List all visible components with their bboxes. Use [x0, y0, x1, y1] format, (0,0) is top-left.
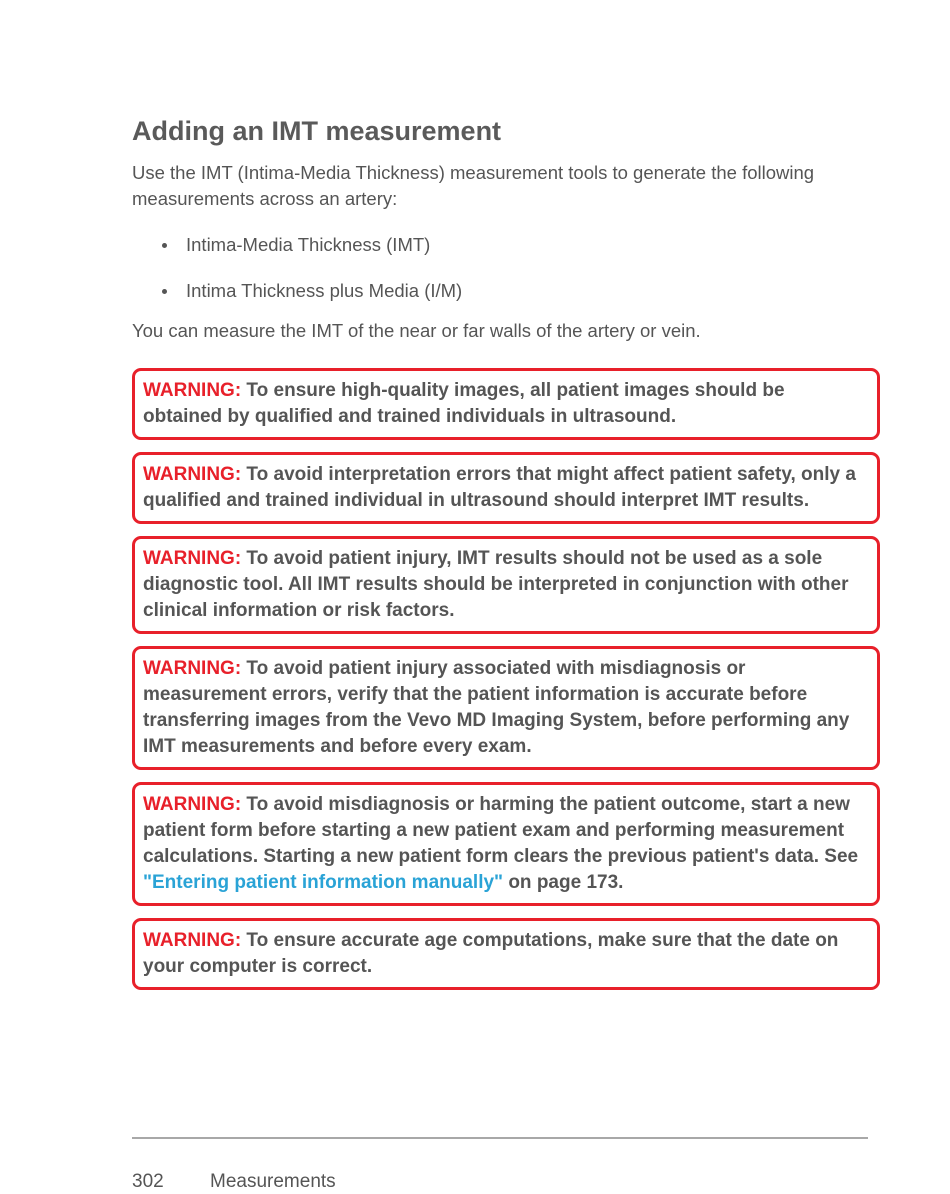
warning-text: To avoid misdiagnosis or harming the patient outcome, start a new patient form before starting a new patient exam and performing measurement calculations. Starting a new patient form clears the previous patient's data. See [143, 794, 859, 867]
warning-label: WARNING: [143, 658, 242, 679]
footer-section-name: Measurements [210, 1171, 336, 1192]
warning-box [132, 918, 880, 990]
list-item [132, 278, 880, 304]
warning-label: WARNING: [143, 930, 242, 951]
warning-label: WARNING: [143, 380, 242, 401]
warning-box [132, 368, 880, 440]
warning-text: To avoid patient injury associated with misdiagnosis or measurement errors, verify that the patient information is accurate before transferring images from the Vevo MD Imaging System, before performing any IMT measurements and before every exam. [143, 658, 850, 757]
warning-box [132, 646, 880, 770]
bullet-icon [162, 289, 167, 294]
warning-label: WARNING: [143, 794, 242, 815]
content-area [132, 112, 880, 1002]
warning-text: To ensure high-quality images, all patient images should be obtained by qualified and trained individuals in ultrasound. [143, 380, 785, 427]
list-item [132, 232, 880, 258]
list-item-text: Intima Thickness plus Media (I/M) [186, 280, 463, 301]
bullet-icon [162, 243, 167, 248]
warning-text: To avoid interpretation errors that might affect patient safety, only a qualified and trained individual in ultrasound should interpret IMT results. [143, 464, 856, 511]
warning-box [132, 782, 880, 906]
warning-label: WARNING: [143, 548, 242, 569]
warning-text: To avoid patient injury, IMT results should not be used as a sole diagnostic tool. All IMT results should be interpreted in conjunction with other clinical information or risk factors. [143, 548, 849, 621]
warning-text-after: on page 173. [503, 872, 624, 893]
warning-text: To ensure accurate age computations, make sure that the date on your computer is correct. [143, 930, 839, 977]
walls-paragraph: You can measure the IMT of the near or far walls of the artery or vein. [132, 320, 701, 341]
intro-paragraph: Use the IMT (Intima-Media Thickness) measurement tools to generate the following measurements across an artery: [132, 162, 815, 209]
warning-box [132, 452, 880, 524]
section-heading: Adding an IMT measurement [132, 116, 502, 146]
page-number: 302 [132, 1171, 164, 1192]
footer-divider [132, 1137, 868, 1139]
patient-info-link[interactable]: "Entering patient information manually" [143, 872, 504, 893]
warning-label: WARNING: [143, 464, 242, 485]
measurement-list [132, 232, 880, 304]
list-item-text: Intima-Media Thickness (IMT) [186, 234, 431, 255]
warnings-list [132, 368, 880, 990]
page-footer [132, 1170, 336, 1194]
warning-box [132, 536, 880, 634]
